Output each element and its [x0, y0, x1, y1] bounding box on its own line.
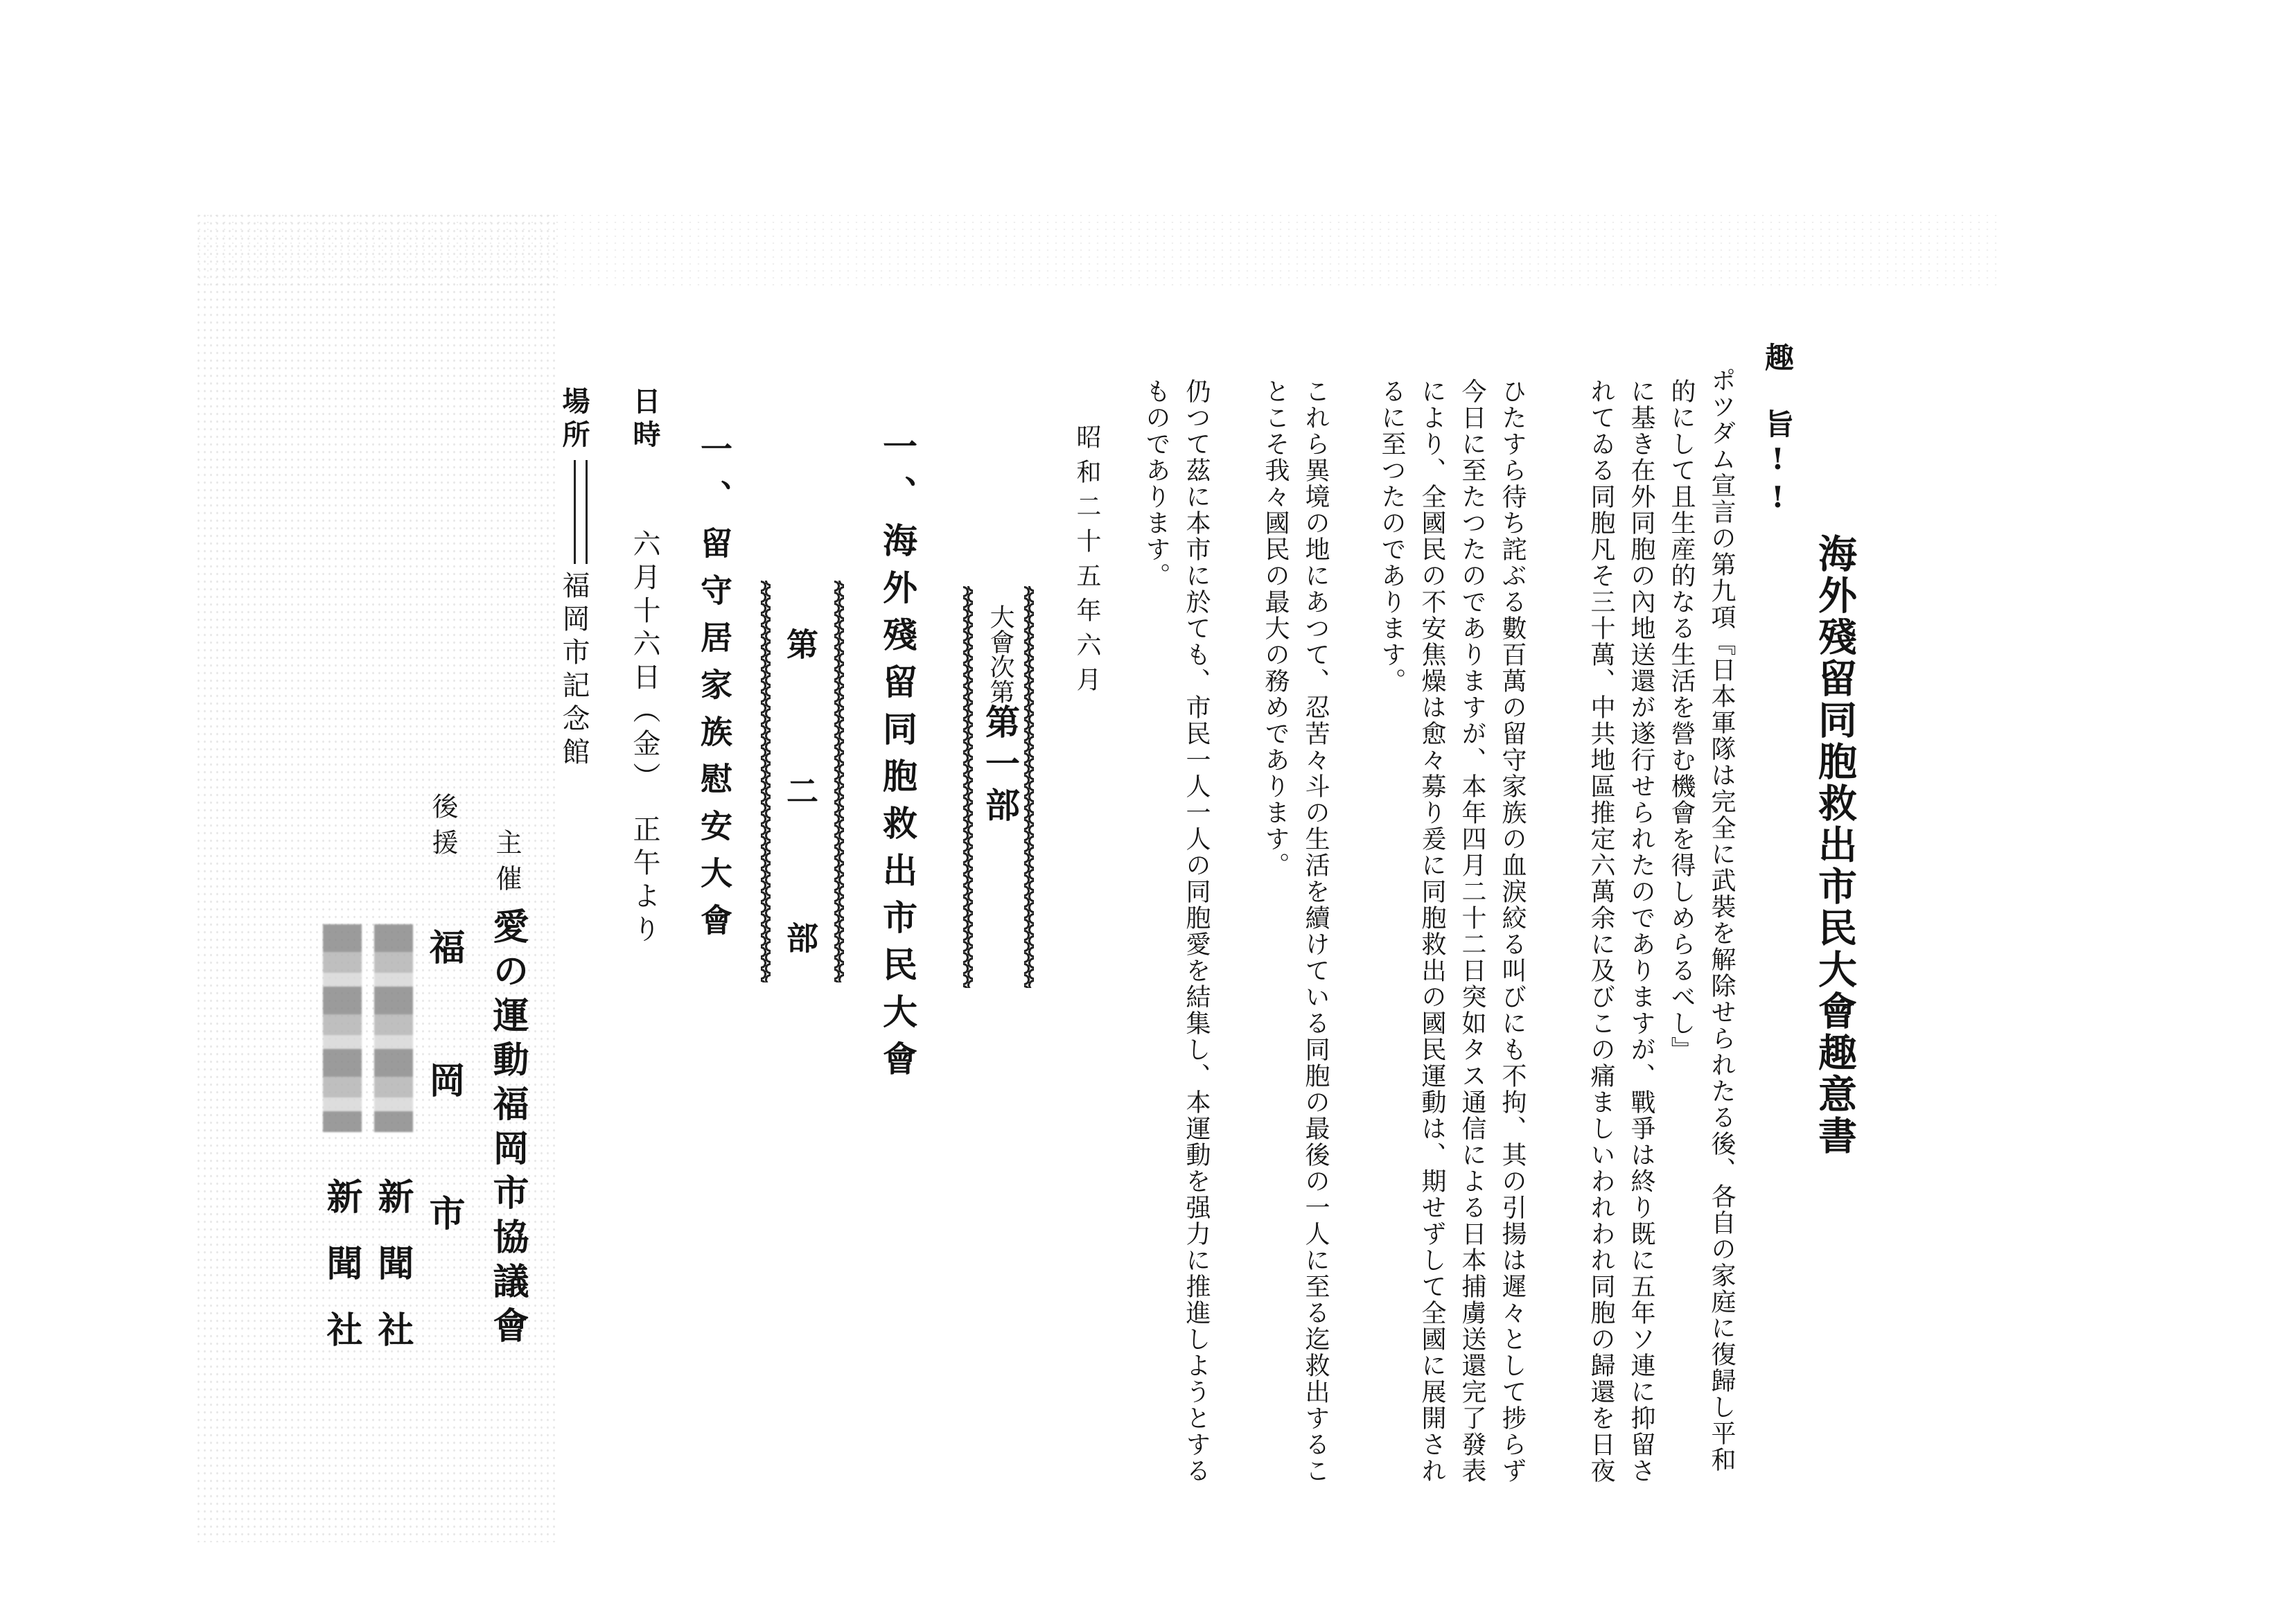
body-line-11: 仍つて茲に本市に於ても、市民一人一人の同胞愛を結集し、本運動を强力に推進しようとする: [1182, 378, 1211, 1484]
double-rule: [574, 460, 588, 564]
wavy-rule-left-2: [761, 581, 771, 982]
venue-label: 場所: [558, 387, 590, 453]
body-line-2: 的にして且生産的なる生活を營む機會を得しめらるべし』: [1667, 378, 1696, 1063]
body-line-5: ひたすら待ち詫ぶる數百萬の留守家族の血淚絞る叫びにも不拘、其の引揚は遲々として捗らず: [1498, 378, 1527, 1484]
body-line-6: 今日に至たつたのでありますが、本年四月二十二日突如タス通信による日本捕虜送還完了發表: [1458, 378, 1486, 1484]
body-line-12: ものであります。: [1142, 378, 1170, 589]
event-1: 一、海外殘留同胞救出市民大會: [877, 428, 918, 1088]
sponsor-label: 後援: [428, 793, 458, 865]
wavy-rule-right: [1024, 586, 1034, 988]
document-title: 海外殘留同胞救出市民大會趣意書: [1812, 533, 1858, 1157]
datetime-label: 日時: [628, 387, 661, 453]
part2-label: 第 二 部: [782, 628, 819, 995]
body-line-1: ポツダム宣言の第九項『日本軍隊は完全に武裝を解除せられたる後、各自の家庭に復歸し平和: [1707, 367, 1736, 1473]
body-line-4: れてゐる同胞凡そ三十萬、中共地區推定六萬余に及びこの痛ましいわれわれ同胞の歸還を日夜: [1587, 378, 1615, 1484]
purpose-heading: 趣 旨!!: [1761, 342, 1795, 518]
program-order: [980, 604, 1021, 829]
organizer-label: 主催: [491, 829, 522, 901]
body-line-3: に基き在外同胞の內地送還が遂行せられたのでありますが、戰爭は終り既に五年ソ連に抑留さ: [1627, 378, 1655, 1484]
body-line-10: とこそ我々國民の最大の務めであります。: [1261, 378, 1290, 879]
sponsor-press-2: 新聞社: [320, 1178, 362, 1377]
program-label: 大會次第: [986, 604, 1014, 704]
wavy-rule-left: [963, 586, 973, 988]
sponsor-city: 福 岡 市: [423, 928, 465, 1261]
venue-row: [560, 387, 588, 770]
body-line-7: により、全國民の不安焦燥は愈々募り爰に同胞救出の國民運動は、期せずして全國に展開され: [1418, 378, 1446, 1484]
venue-value: 福岡市記念館: [558, 571, 590, 770]
event-2: 一、留守居家族慰安大會: [696, 432, 733, 951]
datetime-row: [628, 387, 661, 948]
part1-label: 第一部: [980, 704, 1021, 829]
document-date: 昭和二十五年六月: [1073, 424, 1101, 701]
sponsor-press-1: 新聞社: [371, 1178, 414, 1377]
redacted-name-1: [374, 924, 413, 1132]
organizer-name: 愛の運動福岡市協議會: [486, 908, 529, 1351]
datetime-value: 六月十六日（金） 正午より: [628, 529, 660, 948]
body-line-8: るに至つたのであります。: [1378, 378, 1406, 694]
scan-noise-top: [195, 212, 2003, 288]
redacted-name-2: [323, 924, 362, 1132]
body-line-9: これら異境の地にあつて、忍苦々斗の生活を續けている同胞の最後の一人に至る迄救出するこ: [1301, 378, 1330, 1484]
wavy-rule-right-2: [834, 581, 844, 982]
